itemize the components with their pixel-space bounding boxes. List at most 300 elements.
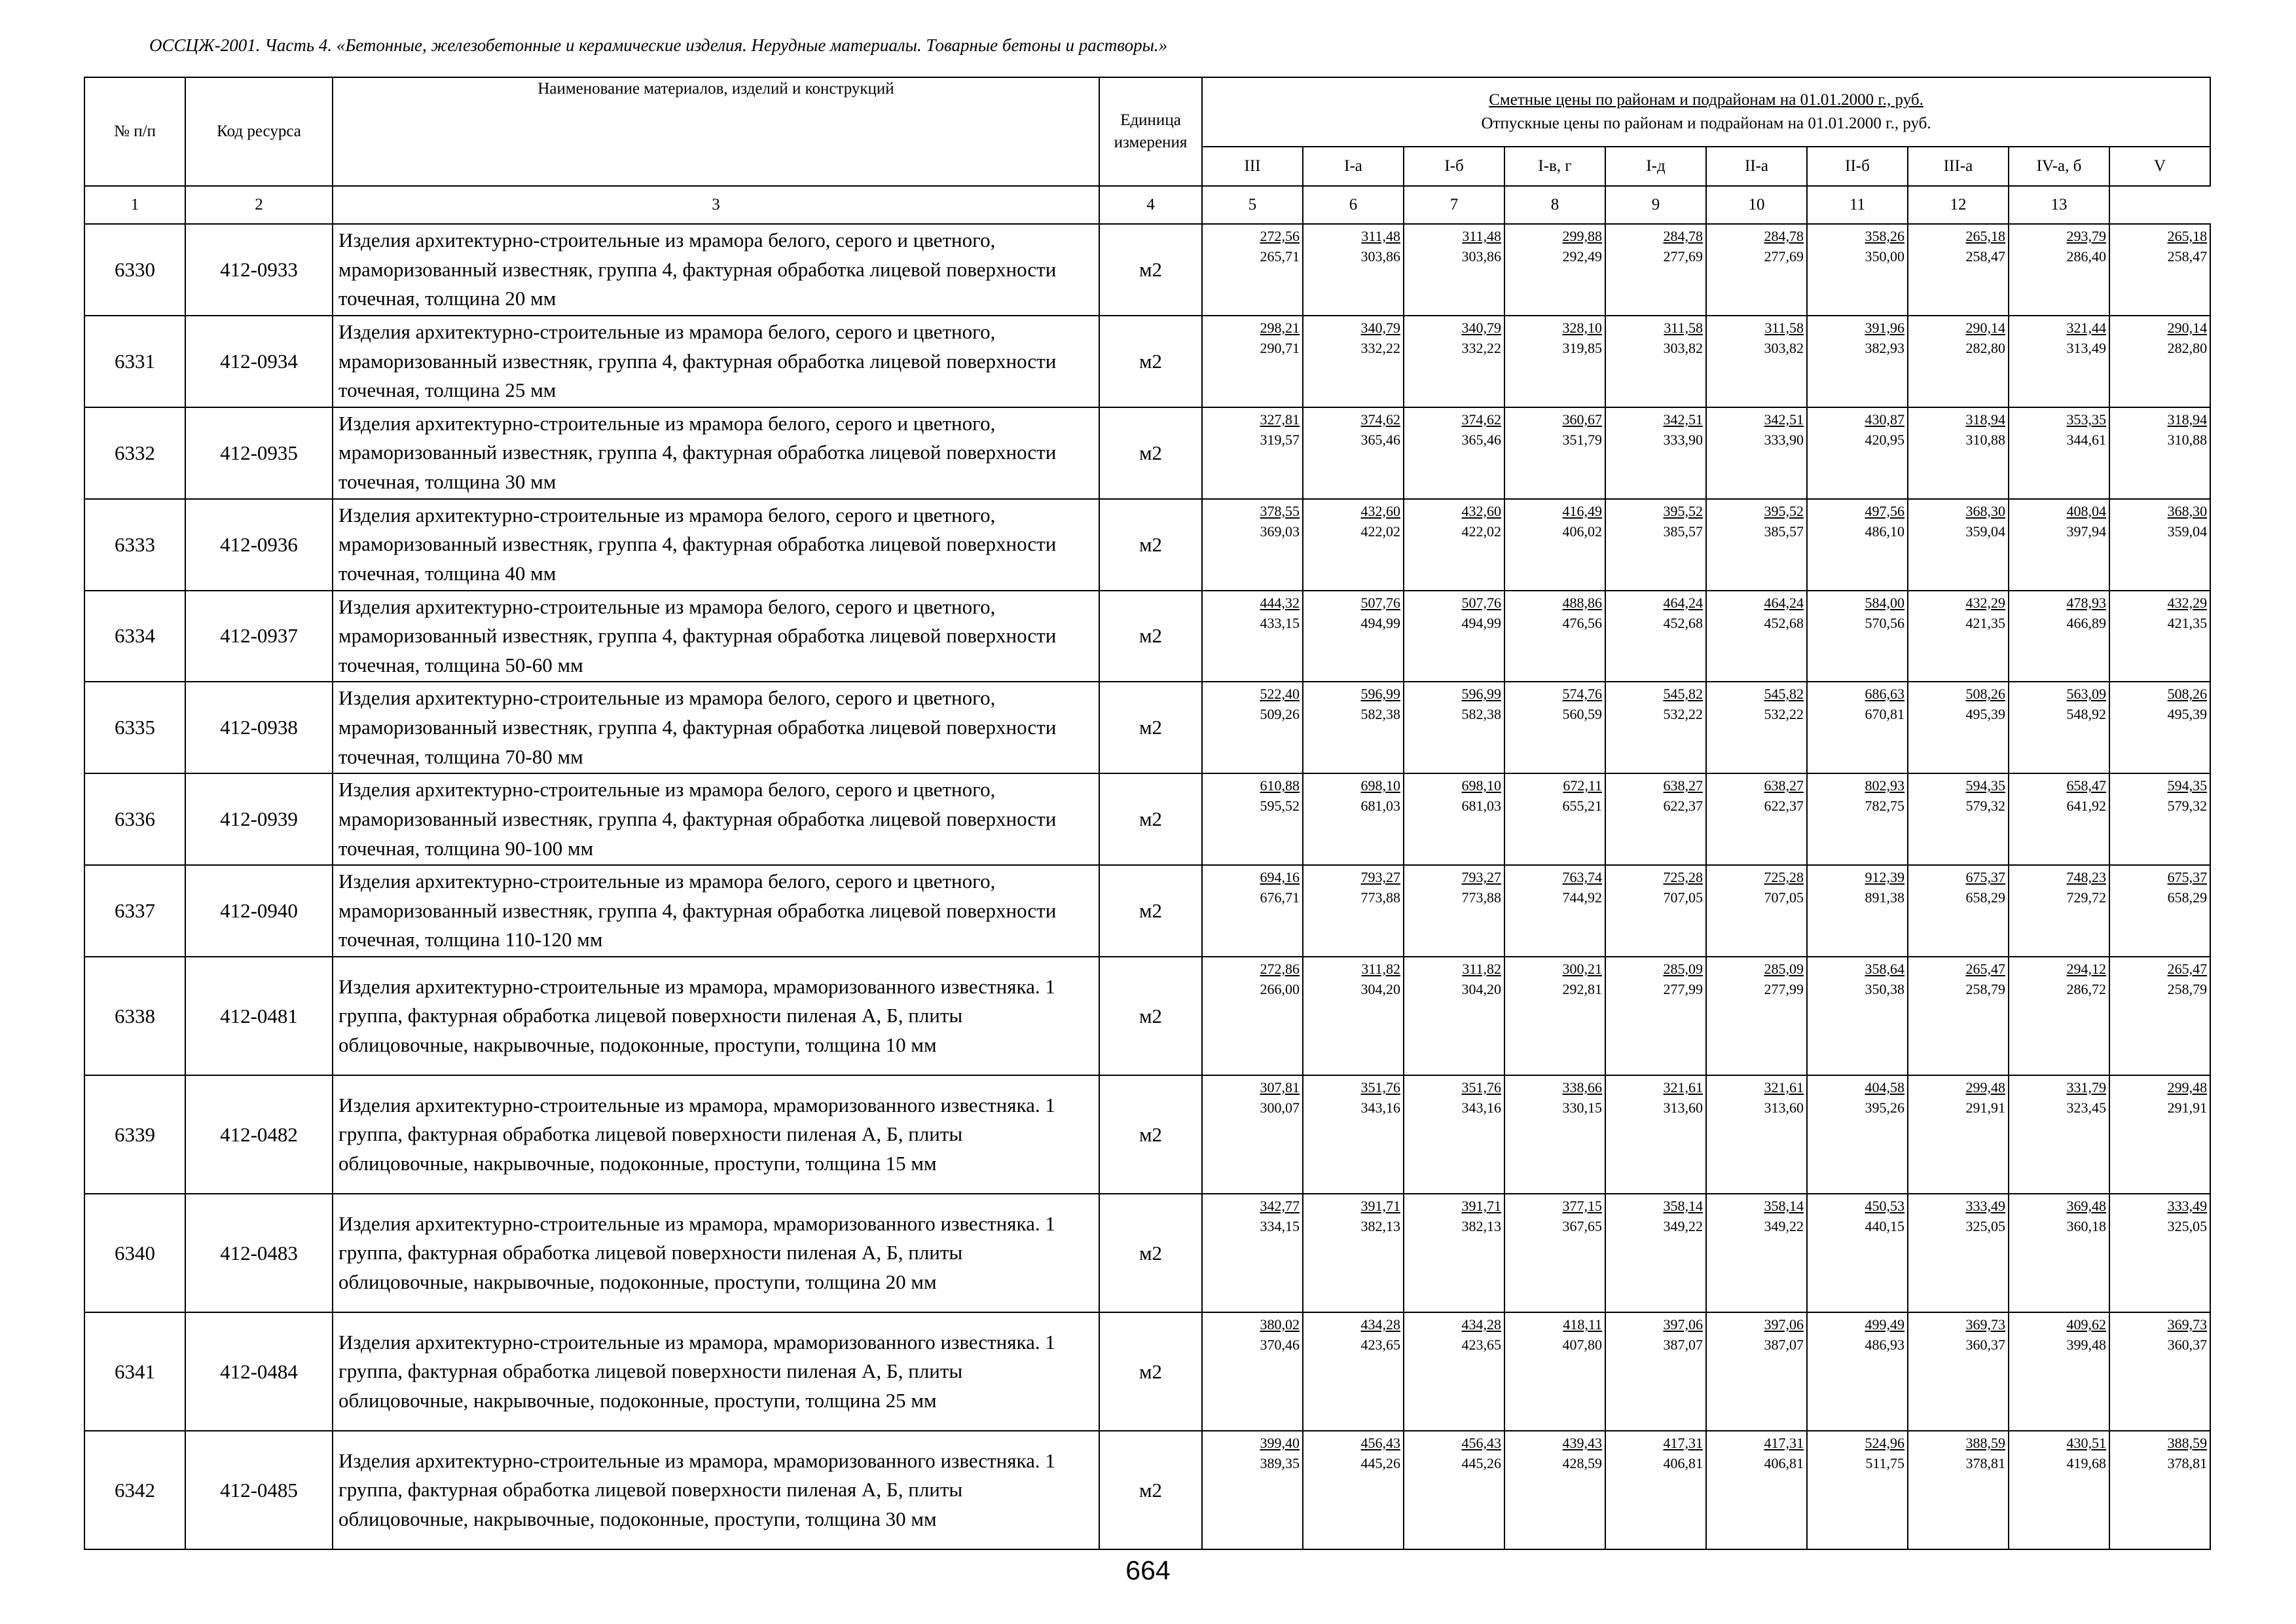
release-price: 397,94 — [2066, 523, 2106, 540]
price-cell — [1605, 957, 1706, 1075]
price-cell — [1706, 1194, 1807, 1312]
column-index: 10 — [1706, 186, 1807, 224]
price-cell — [1202, 957, 1303, 1075]
price-cell — [1202, 224, 1303, 316]
estimate-price: 478,93 — [2066, 594, 2106, 611]
estimate-price: 321,44 — [2066, 319, 2106, 336]
resource-code: 412-0934 — [185, 316, 333, 407]
release-price: 570,56 — [1865, 614, 1904, 631]
release-price: 385,57 — [1663, 523, 1703, 540]
price-cell — [1303, 1075, 1404, 1194]
release-price: 548,92 — [2066, 706, 2106, 723]
estimate-price: 307,81 — [1260, 1079, 1300, 1096]
row-number: 6337 — [84, 865, 185, 957]
release-price: 387,07 — [1764, 1337, 1804, 1353]
estimate-price: 395,52 — [1764, 502, 1804, 519]
price-cell — [2109, 316, 2210, 407]
table-row — [84, 1312, 2210, 1431]
estimate-price: 793,27 — [1360, 869, 1400, 886]
price-cell — [1807, 316, 1908, 407]
resource-code: 412-0937 — [185, 591, 333, 682]
price-cell — [2009, 1075, 2109, 1194]
resource-code: 412-0485 — [185, 1431, 333, 1549]
price-cell — [2109, 499, 2210, 591]
release-price: 323,45 — [2066, 1099, 2106, 1116]
price-cell — [2109, 224, 2210, 316]
price-cell — [1807, 957, 1908, 1075]
price-cell — [1504, 682, 1605, 773]
price-cell — [1404, 499, 1504, 591]
release-price: 532,22 — [1663, 706, 1703, 723]
item-name: Изделия архитектурно-строительные из мрамора, мраморизованного известняка. 1 группа, фактурная обработка лицевой поверхности пиленая А, Б, плиты облицовочные, накрывочные, подоконные, проступи, толщина 10 мм — [333, 957, 1099, 1075]
estimate-price: 340,79 — [1461, 319, 1501, 336]
price-cell — [1504, 224, 1605, 316]
price-cell — [1303, 682, 1404, 773]
column-index: 9 — [1605, 186, 1706, 224]
item-name: Изделия архитектурно-строительные из мрамора, мраморизованного известняка. 1 группа, фактурная обработка лицевой поверхности пиленая А, Б, плиты облицовочные, накрывочные, подоконные, проступи, толщина 15 мм — [333, 1075, 1099, 1194]
row-number: 6341 — [84, 1312, 185, 1431]
release-price: 359,04 — [2167, 523, 2208, 540]
estimate-price: 444,32 — [1260, 594, 1300, 611]
release-price: 258,47 — [1965, 248, 2005, 265]
release-price: 406,02 — [1562, 523, 1602, 540]
price-cell — [1605, 682, 1706, 773]
price-cell — [1404, 316, 1504, 407]
release-price: 579,32 — [1965, 798, 2005, 815]
estimate-price: 327,81 — [1260, 411, 1300, 428]
estimate-price: 290,14 — [2167, 319, 2208, 336]
price-cell — [1807, 499, 1908, 591]
release-price: 277,69 — [1663, 248, 1703, 265]
estimate-price: 545,82 — [1663, 686, 1703, 703]
price-cell — [1303, 1312, 1404, 1431]
column-index: 5 — [1202, 186, 1303, 224]
release-price: 349,22 — [1764, 1218, 1804, 1234]
estimate-price: 694,16 — [1260, 869, 1300, 886]
estimate-price: 507,76 — [1360, 594, 1400, 611]
release-price: 290,71 — [1260, 339, 1300, 356]
row-number: 6340 — [84, 1194, 185, 1312]
resource-code: 412-0936 — [185, 499, 333, 591]
item-name: Изделия архитектурно-строительные из мрамора, мраморизованного известняка. 1 группа, фактурная обработка лицевой поверхности пиленая А, Б, плиты облицовочные, накрывочные, подоконные, проступи, толщина 20 мм — [333, 1194, 1099, 1312]
price-cell — [1202, 591, 1303, 682]
release-price: 658,29 — [2167, 889, 2208, 906]
release-price: 382,13 — [1360, 1218, 1400, 1234]
release-price: 313,60 — [1764, 1099, 1804, 1116]
estimate-price: 574,76 — [1562, 686, 1602, 703]
estimate-price: 368,30 — [1965, 502, 2005, 519]
release-price: 419,68 — [2066, 1455, 2106, 1471]
release-price: 319,57 — [1260, 431, 1300, 448]
price-cell — [1202, 499, 1303, 591]
price-cell — [1807, 407, 1908, 499]
release-price: 360,18 — [2066, 1218, 2106, 1234]
price-cell — [2109, 1194, 2210, 1312]
column-index: 6 — [1303, 186, 1404, 224]
price-cell — [1404, 407, 1504, 499]
region-header: I-д — [1605, 147, 1706, 186]
release-price: 300,07 — [1260, 1099, 1300, 1116]
release-price: 344,61 — [2066, 431, 2106, 448]
estimate-price: 265,18 — [1965, 228, 2005, 244]
price-cell — [1504, 499, 1605, 591]
price-cell — [1605, 316, 1706, 407]
price-cell — [2109, 773, 2210, 865]
price-cell — [1404, 591, 1504, 682]
release-price: 744,92 — [1562, 889, 1602, 906]
resource-code: 412-0484 — [185, 1312, 333, 1431]
table-row — [84, 499, 2210, 591]
release-price: 370,46 — [1260, 1337, 1300, 1353]
release-price: 773,88 — [1360, 889, 1400, 906]
estimate-price: 285,09 — [1764, 961, 1804, 977]
release-price: 349,22 — [1663, 1218, 1703, 1234]
estimate-price: 333,49 — [1965, 1198, 2005, 1214]
price-cell — [1504, 407, 1605, 499]
estimate-price: 272,56 — [1260, 228, 1300, 244]
release-price: 560,59 — [1562, 706, 1602, 723]
release-price: 365,46 — [1461, 431, 1501, 448]
price-cell — [1807, 682, 1908, 773]
estimate-price: 333,49 — [2167, 1198, 2208, 1214]
price-cell — [1404, 1312, 1504, 1431]
price-cell — [1908, 1194, 2009, 1312]
price-cell — [1706, 957, 1807, 1075]
price-cell — [1504, 865, 1605, 957]
release-price: 782,75 — [1865, 798, 1904, 815]
estimate-price: 456,43 — [1461, 1435, 1501, 1451]
row-number: 6333 — [84, 499, 185, 591]
release-price: 367,65 — [1562, 1218, 1602, 1234]
release-price: 422,02 — [1360, 523, 1400, 540]
estimate-price: 439,43 — [1562, 1435, 1602, 1451]
estimate-price: 430,51 — [2066, 1435, 2106, 1451]
price-cell — [1303, 591, 1404, 682]
region-header: III-а — [1908, 147, 2009, 186]
estimate-price: 594,35 — [2167, 777, 2208, 794]
estimate-price: 358,14 — [1663, 1198, 1703, 1214]
estimate-price: 298,21 — [1260, 319, 1300, 336]
price-cell — [1807, 1075, 1908, 1194]
estimate-price: 698,10 — [1461, 777, 1501, 794]
price-cell — [1908, 407, 2009, 499]
price-cell — [2009, 316, 2109, 407]
estimate-price: 374,62 — [1461, 411, 1501, 428]
row-number: 6331 — [84, 316, 185, 407]
estimate-price: 360,67 — [1562, 411, 1602, 428]
estimate-price: 499,49 — [1865, 1316, 1904, 1333]
release-price: 476,56 — [1562, 614, 1602, 631]
price-cell — [1504, 1431, 1605, 1549]
price-cell — [2009, 499, 2109, 591]
release-price: 310,88 — [1965, 431, 2005, 448]
estimate-price: 318,94 — [1965, 411, 2005, 428]
estimate-price: 432,29 — [1965, 594, 2005, 611]
estimate-price: 284,78 — [1764, 228, 1804, 244]
price-cell — [1605, 1431, 1706, 1549]
estimate-price: 299,88 — [1562, 228, 1602, 244]
estimate-price: 369,48 — [2066, 1198, 2106, 1214]
resource-code: 412-0938 — [185, 682, 333, 773]
estimate-price: 351,76 — [1360, 1079, 1400, 1096]
release-price: 445,26 — [1461, 1455, 1501, 1471]
price-cell — [2109, 865, 2210, 957]
release-price: 313,60 — [1663, 1099, 1703, 1116]
estimate-price: 391,71 — [1461, 1198, 1501, 1214]
estimate-price: 338,66 — [1562, 1079, 1602, 1096]
release-price: 595,52 — [1260, 798, 1300, 815]
release-price: 350,00 — [1865, 248, 1904, 265]
price-cell — [1807, 1312, 1908, 1431]
estimate-price: 432,29 — [2167, 594, 2208, 611]
release-price: 258,79 — [2167, 981, 2208, 997]
estimate-price: 417,31 — [1663, 1435, 1703, 1451]
price-cell — [1202, 407, 1303, 499]
release-price: 291,91 — [2167, 1099, 2208, 1116]
release-price: 378,81 — [1965, 1455, 2005, 1471]
estimate-price: 450,53 — [1865, 1198, 1904, 1214]
resource-code: 412-0939 — [185, 773, 333, 865]
release-price: 707,05 — [1764, 889, 1804, 906]
price-cell — [1605, 499, 1706, 591]
estimate-price: 331,79 — [2066, 1079, 2106, 1096]
page-number: 664 — [1125, 1555, 1171, 1585]
estimate-price: 311,58 — [1764, 319, 1804, 336]
row-number: 6330 — [84, 224, 185, 316]
price-cell — [1706, 1312, 1807, 1431]
estimate-price: 404,58 — [1865, 1079, 1904, 1096]
estimate-price: 596,99 — [1360, 686, 1400, 703]
estimate-price: 638,27 — [1764, 777, 1804, 794]
estimate-price: 675,37 — [1965, 869, 2005, 886]
unit: м2 — [1099, 1431, 1202, 1549]
price-cell — [1807, 773, 1908, 865]
estimate-price: 391,71 — [1360, 1198, 1400, 1214]
release-price: 494,99 — [1360, 614, 1400, 631]
price-cell — [2009, 591, 2109, 682]
price-cell — [1504, 316, 1605, 407]
price-cell — [1404, 1075, 1504, 1194]
release-price: 334,15 — [1260, 1218, 1300, 1234]
price-cell — [1303, 957, 1404, 1075]
estimate-price: 311,82 — [1462, 961, 1501, 977]
estimate-price: 272,86 — [1260, 961, 1300, 977]
release-price: 303,86 — [1461, 248, 1501, 265]
price-cell — [1202, 316, 1303, 407]
unit: м2 — [1099, 1194, 1202, 1312]
price-cell — [1706, 773, 1807, 865]
price-cell — [1504, 591, 1605, 682]
release-price: 389,35 — [1260, 1455, 1300, 1471]
price-cell — [1504, 1075, 1605, 1194]
release-price: 332,22 — [1461, 339, 1501, 356]
estimate-price: 377,15 — [1562, 1198, 1602, 1214]
table-row — [84, 407, 2210, 499]
release-price: 428,59 — [1562, 1455, 1602, 1471]
release-price: 407,80 — [1562, 1337, 1602, 1353]
estimate-price: 265,18 — [2167, 228, 2208, 244]
column-index: 13 — [2009, 186, 2109, 224]
estimate-price: 408,04 — [2066, 502, 2106, 519]
item-name: Изделия архитектурно-строительные из мрамора белого, серого и цветного, мраморизованный известняк, группа 4, фактурная обработка лицевой поверхности точечная, толщина 20 мм — [333, 224, 1099, 316]
unit: м2 — [1099, 591, 1202, 682]
estimate-price: 563,09 — [2066, 686, 2106, 703]
table-row — [84, 1194, 2210, 1312]
estimate-price: 378,55 — [1260, 502, 1300, 519]
release-price: 359,04 — [1965, 523, 2005, 540]
table-row — [84, 957, 2210, 1075]
release-price: 333,90 — [1663, 431, 1703, 448]
release-price: 622,37 — [1764, 798, 1804, 815]
release-price: 292,49 — [1562, 248, 1602, 265]
price-cell — [2009, 682, 2109, 773]
header-num: № п/п — [84, 77, 185, 186]
price-cell — [1807, 865, 1908, 957]
table-row — [84, 1075, 2210, 1194]
release-price: 420,95 — [1865, 431, 1904, 448]
estimate-price: 284,78 — [1663, 228, 1703, 244]
release-price: 303,82 — [1663, 339, 1703, 356]
release-price: 452,68 — [1764, 614, 1804, 631]
estimate-price: 464,24 — [1663, 594, 1703, 611]
estimate-price: 434,28 — [1360, 1316, 1400, 1333]
release-price: 360,37 — [1965, 1337, 2005, 1353]
estimate-price: 793,27 — [1461, 869, 1501, 886]
item-name: Изделия архитектурно-строительные из мрамора белого, серого и цветного, мраморизованный известняк, группа 4, фактурная обработка лицевой поверхности точечная, толщина 30 мм — [333, 407, 1099, 499]
item-name: Изделия архитектурно-строительные из мрамора белого, серого и цветного, мраморизованный известняк, группа 4, фактурная обработка лицевой поверхности точечная, толщина 110-120 мм — [333, 865, 1099, 957]
estimate-price: 399,40 — [1260, 1435, 1300, 1451]
price-cell — [2109, 591, 2210, 682]
price-cell — [1303, 1431, 1404, 1549]
estimate-price: 763,74 — [1562, 869, 1602, 886]
price-cell — [1706, 224, 1807, 316]
release-price: 582,38 — [1461, 706, 1501, 723]
column-index: 2 — [185, 186, 333, 224]
estimate-price: 432,60 — [1360, 502, 1400, 519]
estimate-price: 594,35 — [1965, 777, 2005, 794]
release-price: 291,91 — [1965, 1099, 2005, 1116]
price-cell — [1908, 1431, 2009, 1549]
price-cell — [1303, 499, 1404, 591]
release-price: 729,72 — [2066, 889, 2106, 906]
price-cell — [2109, 957, 2210, 1075]
release-price: 343,16 — [1461, 1099, 1501, 1116]
document-header: ОССЦЖ-2001. Часть 4. «Бетонные, железобетонные и керамические изделия. Нерудные материалы. Товарные бетоны и растворы.» — [149, 35, 1168, 55]
estimate-price: 265,47 — [1965, 961, 2005, 977]
estimate-price: 488,86 — [1562, 594, 1602, 611]
region-header: IV-а, б — [2009, 147, 2109, 186]
price-cell — [1706, 407, 1807, 499]
release-price: 286,40 — [2066, 248, 2106, 265]
estimate-price: 342,51 — [1764, 411, 1804, 428]
price-table — [84, 77, 2211, 1550]
release-price: 511,75 — [1865, 1455, 1904, 1471]
estimate-price: 321,61 — [1764, 1079, 1804, 1096]
table-row — [84, 1431, 2210, 1549]
release-price: 282,80 — [1965, 339, 2005, 356]
region-header: II-а — [1706, 147, 1807, 186]
estimate-price: 311,58 — [1664, 319, 1703, 336]
release-price: 495,39 — [1965, 706, 2005, 723]
release-price: 277,99 — [1764, 981, 1804, 997]
unit: м2 — [1099, 865, 1202, 957]
row-number: 6334 — [84, 591, 185, 682]
price-cell — [1404, 1194, 1504, 1312]
resource-code: 412-0933 — [185, 224, 333, 316]
header-unit: Единица измерения — [1099, 77, 1202, 186]
release-price: 330,15 — [1562, 1099, 1602, 1116]
price-cell — [1908, 224, 2009, 316]
estimate-price: 596,99 — [1461, 686, 1501, 703]
release-price: 406,81 — [1663, 1455, 1703, 1471]
estimate-price: 294,12 — [2066, 961, 2106, 977]
release-price: 579,32 — [2167, 798, 2208, 815]
estimate-price: 725,28 — [1663, 869, 1703, 886]
release-price: 277,99 — [1663, 981, 1703, 997]
column-index: 4 — [1099, 186, 1202, 224]
price-cell — [1303, 224, 1404, 316]
column-index: 12 — [1908, 186, 2009, 224]
price-cell — [1404, 957, 1504, 1075]
estimate-price: 686,63 — [1865, 686, 1904, 703]
release-price: 282,80 — [2167, 339, 2208, 356]
estimate-price: 369,73 — [1965, 1316, 2005, 1333]
release-price: 304,20 — [1461, 981, 1501, 997]
price-cell — [2009, 1431, 2109, 1549]
item-name: Изделия архитектурно-строительные из мрамора, мраморизованного известняка. 1 группа, фактурная обработка лицевой поверхности пиленая А, Б, плиты облицовочные, накрывочные, подоконные, проступи, толщина 25 мм — [333, 1312, 1099, 1431]
release-price: 406,81 — [1764, 1455, 1804, 1471]
release-price: 325,05 — [2167, 1218, 2208, 1234]
release-price: 303,86 — [1360, 248, 1400, 265]
estimate-price: 300,21 — [1562, 961, 1602, 977]
unit: м2 — [1099, 1075, 1202, 1194]
unit: м2 — [1099, 682, 1202, 773]
estimate-price: 802,93 — [1865, 777, 1904, 794]
release-price: 433,15 — [1260, 614, 1300, 631]
estimate-price: 311,82 — [1361, 961, 1400, 977]
header-name: Наименование материалов, изделий и конструкций — [333, 77, 1099, 186]
price-cell — [1504, 1194, 1605, 1312]
estimate-price: 464,24 — [1764, 594, 1804, 611]
price-cell — [1202, 682, 1303, 773]
release-price: 622,37 — [1663, 798, 1703, 815]
estimate-price: 522,40 — [1260, 686, 1300, 703]
release-price: 495,39 — [2167, 706, 2208, 723]
price-cell — [1706, 865, 1807, 957]
price-cell — [2109, 1075, 2210, 1194]
estimate-price: 545,82 — [1764, 686, 1804, 703]
price-cell — [2109, 682, 2210, 773]
estimate-price: 380,02 — [1260, 1316, 1300, 1333]
unit: м2 — [1099, 1312, 1202, 1431]
item-name: Изделия архитектурно-строительные из мрамора, мраморизованного известняка. 1 группа, фактурная обработка лицевой поверхности пиленая А, Б, плиты облицовочные, накрывочные, подоконные, проступи, толщина 30 мм — [333, 1431, 1099, 1549]
row-number: 6335 — [84, 682, 185, 773]
release-price: 310,88 — [2167, 431, 2208, 448]
release-price: 707,05 — [1663, 889, 1703, 906]
price-cell — [1908, 957, 2009, 1075]
estimate-price: 456,43 — [1360, 1435, 1400, 1451]
estimate-price: 311,48 — [1361, 228, 1400, 244]
unit: м2 — [1099, 957, 1202, 1075]
table-row — [84, 773, 2210, 865]
price-cell — [1605, 865, 1706, 957]
estimate-price: 318,94 — [2167, 411, 2208, 428]
price-cell — [1303, 1194, 1404, 1312]
table-row — [84, 224, 2210, 316]
release-price: 486,93 — [1865, 1337, 1904, 1353]
release-price: 360,37 — [2167, 1337, 2208, 1353]
release-price: 343,16 — [1360, 1099, 1400, 1116]
